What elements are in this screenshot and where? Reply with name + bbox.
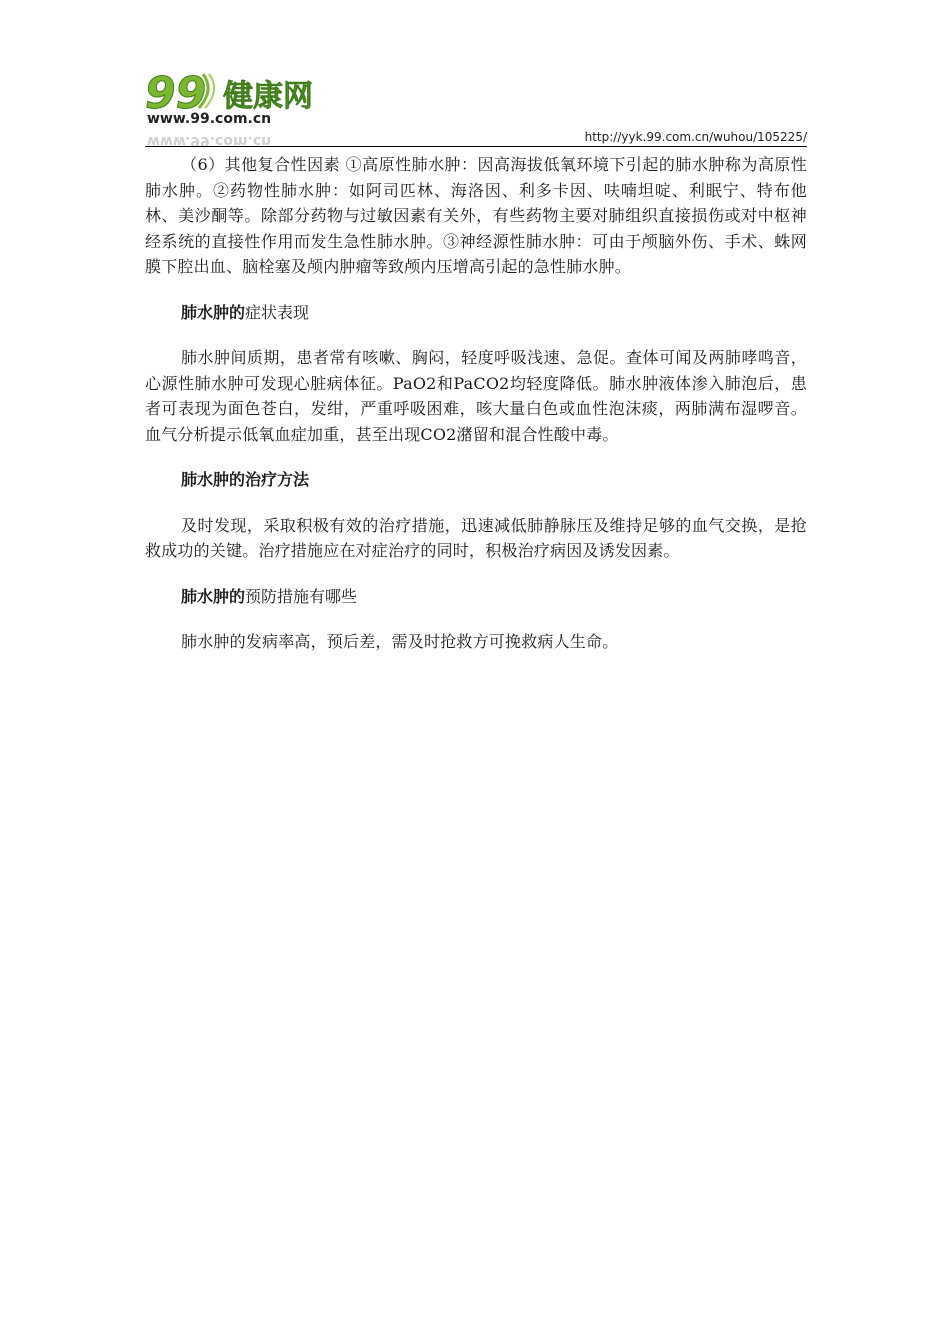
paragraph-other-factors: （6）其他复合性因素 ①高原性肺水肿：因高海拔低氧环境下引起的肺水肿称为高原性肺水肿。②药物性肺水肿：如阿司匹林、海洛因、利多卡因、呋喃坦啶、利眠宁、特布他林、美沙酮等。除部分药物与过敏因素有关外，有些药物主要对肺组织直接损伤或对中枢神经系统的直接性作用而发生急性肺水肿。③神经源性肺水肿：可由于颅脑外伤、手术、蛛网膜下腔出血、脑栓塞及颅内肿瘤等致颅内压增高引起的急性肺水肿。 bbox=[145, 155, 807, 276]
svg-text:99: 99 bbox=[145, 68, 207, 119]
svg-text:www.99.com.cn: www.99.com.cn bbox=[147, 133, 272, 149]
logo-graphic bbox=[145, 68, 385, 149]
header-url[interactable]: http://yyk.99.com.cn/wuhou/105225/ bbox=[584, 130, 807, 144]
article-body bbox=[145, 152, 807, 655]
logo-99-health-net[interactable] bbox=[145, 68, 385, 149]
logo-domain-text: www.99.com.cn bbox=[147, 111, 272, 127]
paragraph-prevention: 肺水肿的发病率高，预后差，需及时抢救方可挽救病人生命。 bbox=[181, 632, 619, 651]
paragraph-treatment: 及时发现，采取积极有效的治疗措施，迅速减低肺静脉压及维持足够的血气交换，是抢救成功的关键。治疗措施应在对症治疗的同时，积极治疗病因及诱发因素。 bbox=[145, 515, 807, 560]
header-divider bbox=[145, 146, 807, 147]
heading-prevention: 肺水肿的预防措施有哪些 bbox=[181, 586, 358, 606]
logo-brand-text: 健康网 bbox=[223, 79, 313, 114]
paragraph-symptoms: 肺水肿间质期，患者常有咳嗽、胸闷，轻度呼吸浅速、急促。查体可闻及两肺哮鸣音，心源性肺水肿可发现心脏病体征。PaO2和PaCO2均轻度降低。肺水肿液体渗入肺泡后，患者可表现为面色苍白，发绀，严重呼吸困难，咳大量白色或血性泡沫痰，两肺满布湿啰音。血气分析提示低氧血症加重，甚至出现CO2潴留和混合性酸中毒。 bbox=[145, 348, 807, 444]
heading-treatment: 肺水肿的治疗方法 bbox=[181, 470, 310, 489]
page-header bbox=[145, 68, 807, 148]
heading-symptoms: 肺水肿的症状表现 bbox=[181, 302, 310, 322]
